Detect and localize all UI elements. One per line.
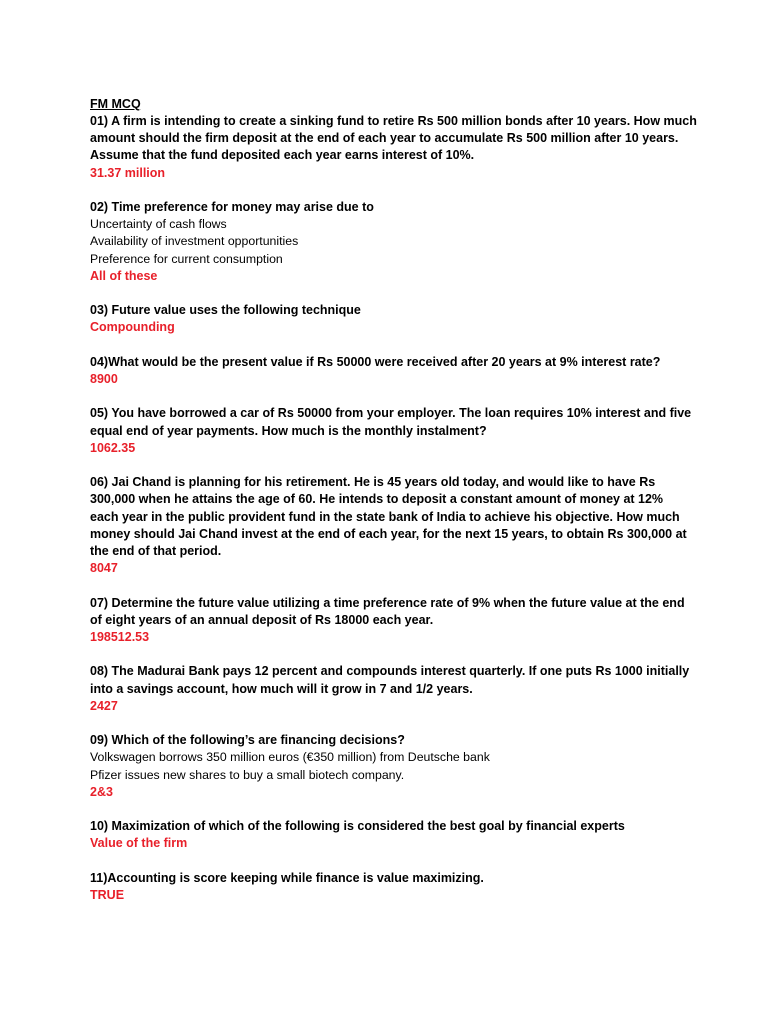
question-list <box>90 113 730 904</box>
document-title: FM MCQ <box>90 97 141 111</box>
question-block <box>90 474 730 577</box>
question-text-line: each year in the public provident fund in the state bank of India to achieve his objective. How much <box>90 509 680 524</box>
question-text-line: 01) A firm is intending to create a sinking fund to retire Rs 500 million bonds after 10 years. How much <box>90 114 697 128</box>
blank-line <box>90 457 730 474</box>
question-text-line: 04)What would be the present value if Rs 50000 were received after 20 years at 9% interest rate? <box>90 354 661 369</box>
question-block <box>90 663 730 715</box>
question-text-line: of eight years of an annual deposit of Rs 18000 each year. <box>90 612 434 627</box>
blank-line <box>90 577 730 594</box>
question-block <box>90 732 730 801</box>
answer-text: TRUE <box>90 887 125 902</box>
question-block <box>90 302 730 336</box>
blank-line <box>90 801 730 818</box>
option-text: Pfizer issues new shares to buy a small biotech company. <box>90 767 405 782</box>
option-text: Volkswagen borrows 350 million euros (€350 million) from Deutsche bank <box>90 750 490 765</box>
question-block <box>90 818 730 852</box>
answer-text: Value of the firm <box>90 836 188 851</box>
blank-line <box>90 182 730 199</box>
question-text-line: 09) Which of the following’s are financing decisions? <box>90 733 405 748</box>
question-text-line: into a savings account, how much will it grow in 7 and 1/2 years. <box>90 681 473 696</box>
answer-text: 198512.53 <box>90 630 150 644</box>
question-text-line: 11)Accounting is score keeping while finance is value maximizing. <box>90 870 484 885</box>
question-text-line: amount should the firm deposit at the end of each year to accumulate Rs 500 million after 10 years. <box>90 131 679 146</box>
answer-text: 2&3 <box>90 784 113 799</box>
answer-text: 2427 <box>90 698 118 713</box>
question-text-line: equal end of year payments. How much is the monthly instalment? <box>90 423 487 438</box>
question-text-line: the end of that period. <box>90 544 222 558</box>
option-text: Availability of investment opportunities <box>90 234 299 249</box>
question-text-line: money should Jai Chand invest at the end of each year, for the next 15 years, to obtain Rs 300,000 at <box>90 526 687 541</box>
answer-text: All of these <box>90 268 158 283</box>
answer-text: 8900 <box>90 372 118 386</box>
question-block <box>90 199 730 285</box>
blank-line <box>90 337 730 354</box>
question-block <box>90 405 730 457</box>
question-text-line: 300,000 when he attains the age of 60. He intends to deposit a constant amount of money at 12% <box>90 492 664 507</box>
question-block <box>90 113 730 182</box>
blank-line <box>90 388 730 405</box>
question-block <box>90 870 730 904</box>
question-text-line: 03) Future value uses the following technique <box>90 303 361 318</box>
answer-text: 8047 <box>90 561 118 576</box>
question-text-line: 02) Time preference for money may arise due to <box>90 200 374 214</box>
blank-line <box>90 715 730 732</box>
document-page <box>90 96 730 904</box>
question-text-line: 06) Jai Chand is planning for his retirement. He is 45 years old today, and would like to have Rs <box>90 475 656 490</box>
question-text-line: 10) Maximization of which of the following is considered the best goal by financial experts <box>90 819 625 834</box>
question-text-line: 08) The Madurai Bank pays 12 percent and compounds interest quarterly. If one puts Rs 1000 initially <box>90 664 690 679</box>
blank-line <box>90 285 730 302</box>
answer-text: 1062.35 <box>90 440 136 455</box>
answer-text: Compounding <box>90 320 175 335</box>
blank-line <box>90 646 730 663</box>
question-text-line: 05) You have borrowed a car of Rs 50000 from your employer. The loan requires 10% interest and five <box>90 406 692 421</box>
question-text-line: 07) Determine the future value utilizing a time preference rate of 9% when the future value at the end <box>90 595 685 610</box>
option-text: Uncertainty of cash flows <box>90 217 227 232</box>
question-block <box>90 354 730 388</box>
answer-text: 31.37 million <box>90 165 166 180</box>
question-text-line: Assume that the fund deposited each year earns interest of 10%. <box>90 148 475 163</box>
option-text: Preference for current consumption <box>90 251 283 266</box>
question-block <box>90 595 730 647</box>
blank-line <box>90 853 730 870</box>
